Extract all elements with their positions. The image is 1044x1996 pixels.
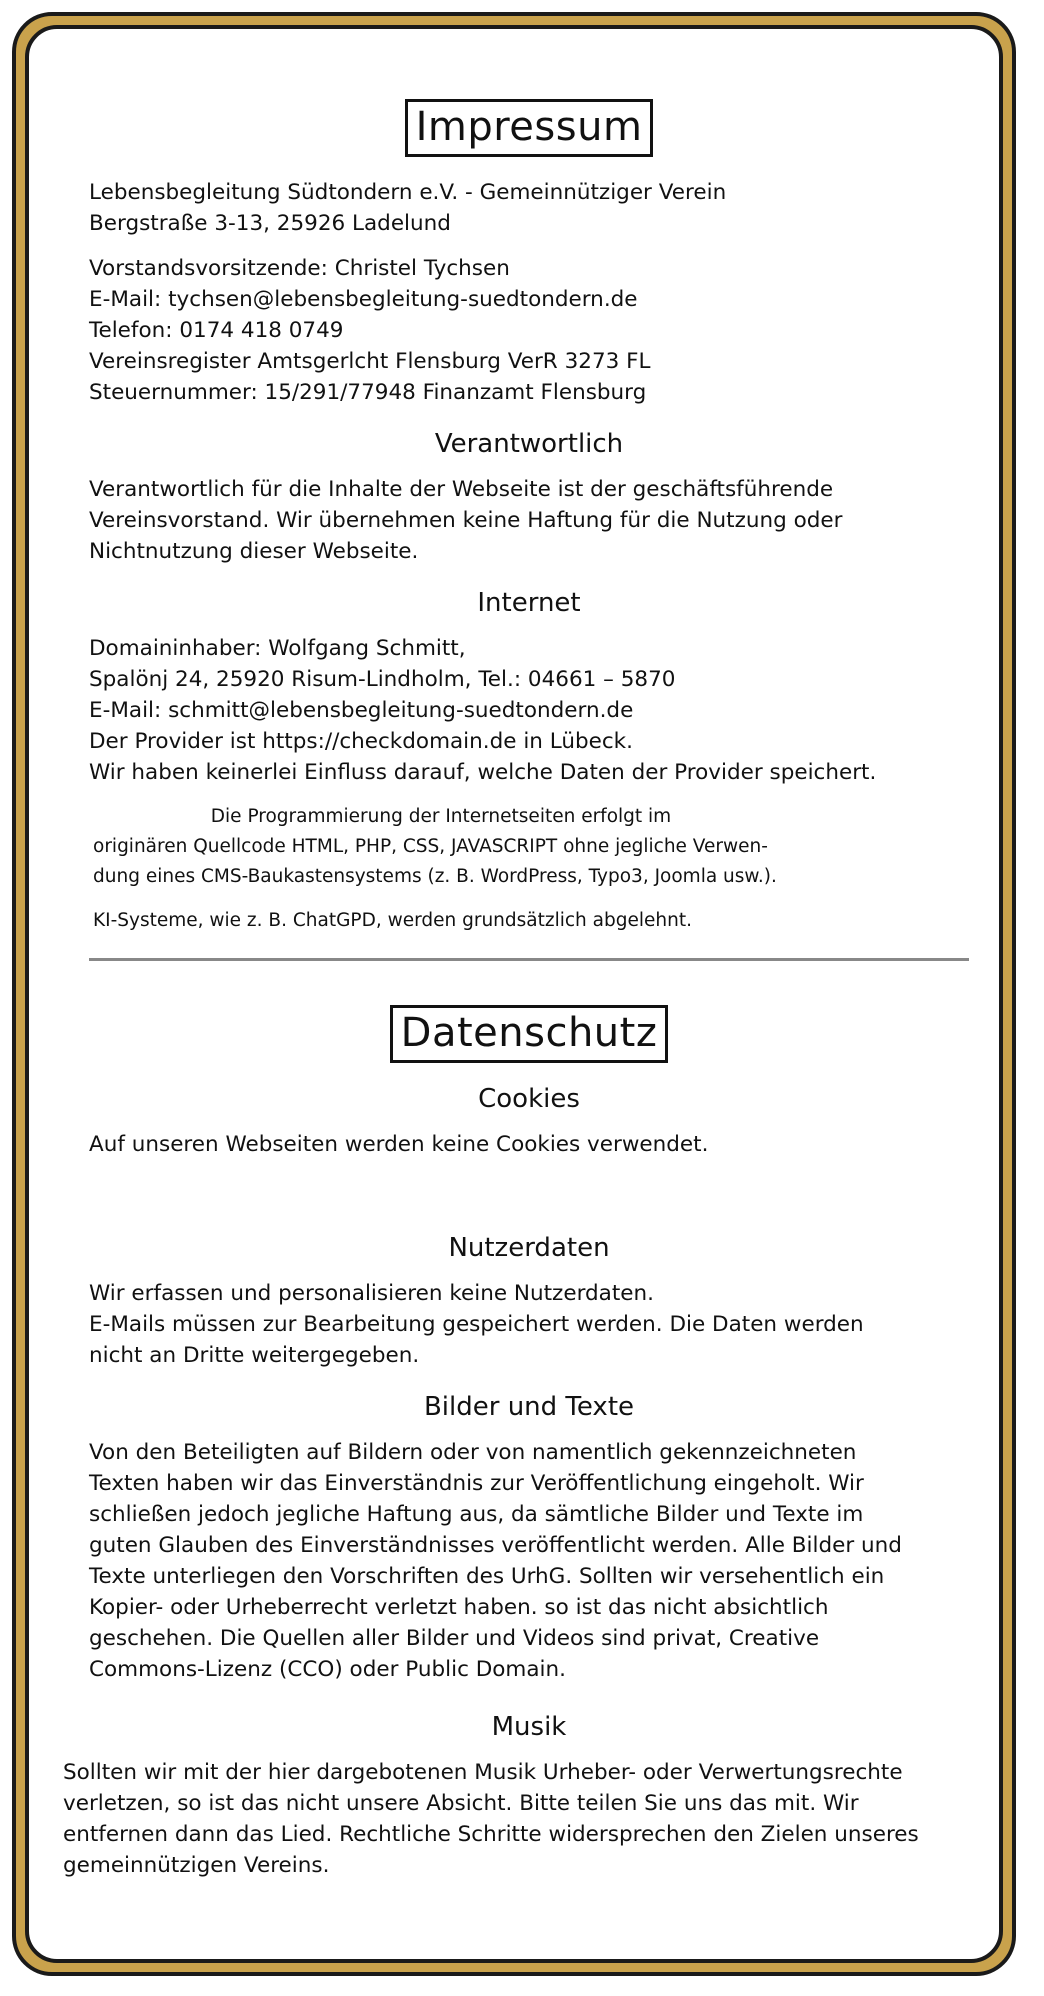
text-line: Texten haben wir das Einverständnis zur Veröffentlichung eingeholt. Wir — [89, 1471, 864, 1496]
text-line: gemeinnützigen Vereins. — [63, 1853, 330, 1878]
nutzerdaten-text — [89, 1278, 969, 1371]
text-line: Vereinsvorstand. Wir übernehmen keine Haftung für die Nutzung oder — [89, 508, 843, 533]
text-line: schließen jedoch jegliche Haftung aus, da sämtliche Bilder und Texte im — [89, 1502, 864, 1527]
programming-note — [93, 802, 969, 892]
text-line: Texte unterliegen den Vorschriften des UrhG. Sollten wir versehentlich ein — [89, 1564, 885, 1589]
impressum-title: Impressum — [405, 99, 654, 157]
text-line: E-Mails müssen zur Bearbeitung gespeichert werden. Die Daten werden — [89, 1312, 864, 1337]
organization-address — [89, 177, 969, 239]
register-line: Vereinsregister Amtsgerlcht Flensburg VerR 3273 FL — [89, 349, 651, 374]
phone-line: Telefon: 0174 418 0749 — [89, 318, 344, 343]
musik-text — [63, 1757, 1003, 1881]
text-line: nicht an Dritte weitergegeben. — [89, 1343, 420, 1368]
text-line: E-Mail: schmitt@lebensbegleitung-suedtondern.de — [89, 698, 634, 723]
text-line: Wir erfassen und personalisieren keine Nutzerdaten. — [89, 1281, 654, 1306]
internet-text — [89, 633, 969, 788]
ki-note: KI-Systeme, wie z. B. ChatGPD, werden grundsätzlich abgelehnt. — [93, 910, 692, 931]
nutzerdaten-heading: Nutzerdaten — [448, 1233, 610, 1263]
text-line: entfernen dann das Lied. Rechtliche Schritte widersprechen den Zielen unseres — [63, 1822, 919, 1847]
cookies-text: Auf unseren Webseiten werden keine Cookies verwendet. — [89, 1132, 709, 1157]
musik-heading: Musik — [491, 1712, 567, 1742]
spacer — [89, 1174, 969, 1212]
text-line: Wir haben keinerlei Einfluss darauf, welche Daten der Provider speichert. — [89, 760, 877, 785]
chair-line: Vorstandsvorsitzende: Christel Tychsen — [89, 256, 510, 281]
page-panel — [25, 25, 1003, 1963]
text-line: guten Glauben des Einverständnisses veröffentlicht werden. Alle Bilder und — [89, 1533, 902, 1558]
text-line: Verantwortlich für die Inhalte der Webseite ist der geschäftsführende — [89, 477, 834, 502]
cookies-heading: Cookies — [478, 1084, 580, 1114]
bilder-text — [89, 1437, 969, 1685]
text-line: Die Programmierung der Internetseiten erfolgt im — [210, 806, 672, 827]
datenschutz-title: Datenschutz — [390, 1005, 669, 1063]
text-line: Spalönj 24, 25920 Risum-Lindholm, Tel.: 04661 – 5870 — [89, 667, 676, 692]
tax-line: Steuernummer: 15/291/77948 Finanzamt Flensburg — [89, 380, 647, 405]
text-line: Domaininhaber: Wolfgang Schmitt, — [89, 636, 466, 661]
verantwortlich-heading: Verantwortlich — [434, 429, 624, 459]
internet-heading: Internet — [477, 588, 581, 618]
text-line: Kopier- oder Urheberrecht verletzt haben. so ist das nicht absichtlich — [89, 1595, 829, 1620]
page-content — [63, 99, 969, 1895]
text-line: dung eines CMS-Baukastensystems (z. B. WordPress, Typo3, Joomla usw.). — [93, 866, 777, 887]
text-line: Sollten wir mit der hier dargebotenen Musik Urheber- oder Verwertungsrechte — [63, 1760, 903, 1785]
text-line: Von den Beteiligten auf Bildern oder von namentlich gekennzeichneten — [89, 1440, 857, 1465]
verantwortlich-text — [89, 474, 969, 567]
text-line: Der Provider ist https://checkdomain.de in Lübeck. — [89, 729, 633, 754]
email-line: E-Mail: tychsen@lebensbegleitung-suedtondern.de — [89, 287, 638, 312]
text-line: verletzen, so ist das nicht unsere Absicht. Bitte teilen Sie uns das mit. Wir — [63, 1791, 859, 1816]
decorative-frame — [12, 12, 1016, 1976]
organization-details — [89, 253, 969, 408]
text-line: geschehen. Die Quellen aller Bilder und Videos sind privat, Creative — [89, 1626, 820, 1651]
address-line: Bergstraße 3-13, 25926 Ladelund — [89, 211, 451, 236]
bilder-heading: Bilder und Texte — [423, 1392, 635, 1422]
section-divider — [89, 958, 969, 961]
text-line: originären Quellcode HTML, PHP, CSS, JAVASCRIPT ohne jegliche Verwen- — [93, 836, 768, 857]
text-line: Commons-Lizenz (CCO) oder Public Domain. — [89, 1657, 566, 1682]
text-line: Nichtnutzung dieser Webseite. — [89, 539, 419, 564]
address-line: Lebensbegleitung Südtondern e.V. - Gemeinnütziger Verein — [89, 180, 727, 205]
